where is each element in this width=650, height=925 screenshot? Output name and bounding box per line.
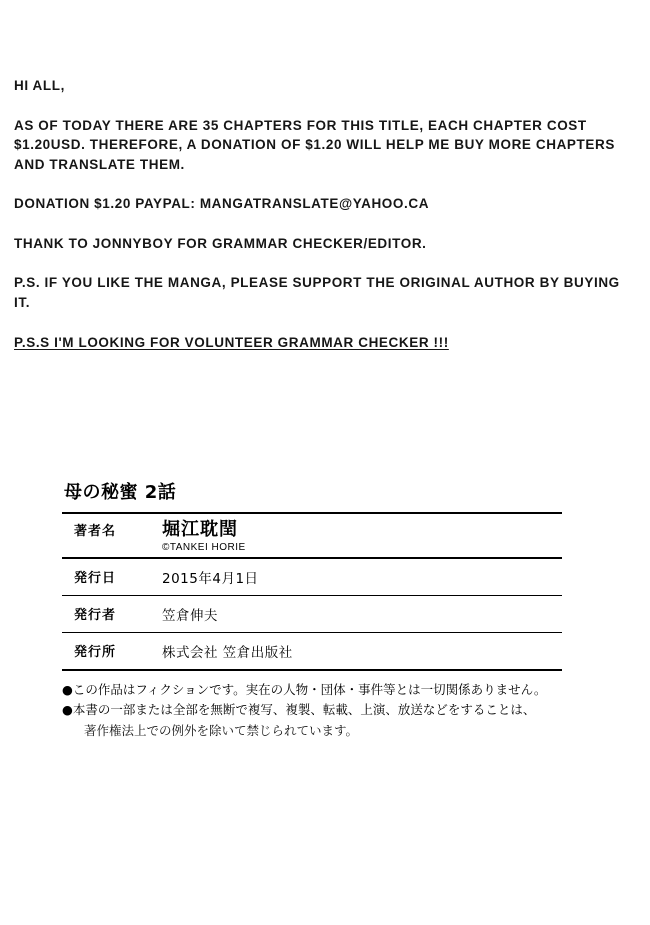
note-paragraph-5: P.S.S I'M LOOKING FOR VOLUNTEER GRAMMAR CHECKER !!! <box>14 334 449 350</box>
colophon-label-pubdate: 発行日 <box>74 570 117 586</box>
disclaimer-text-1: この作品はフィクションです。実在の人物・団体・事件等とは一切関係ありません。 <box>72 681 547 697</box>
colophon-row-house <box>62 633 562 669</box>
bullet-icon-2: ● <box>62 702 73 718</box>
author-name: 堀江耽閏 <box>162 519 238 540</box>
colophon-label-house: 発行所 <box>74 644 117 660</box>
note-paragraph-4: P.S. IF YOU LIKE THE MANGA, PLEASE SUPPORT THE ORIGINAL AUTHOR BY BUYING IT. <box>14 275 620 310</box>
colophon-title: 母の秘蜜 2話 <box>64 482 177 503</box>
note-paragraph-2: DONATION $1.20 PAYPAL: MANGATRANSLATE@YAHOO.CA <box>14 196 430 212</box>
note-paragraph-3: THANK TO JONNYBOY FOR GRAMMAR CHECKER/EDITOR. <box>14 235 427 251</box>
colophon-value-author <box>140 520 246 553</box>
note-paragraph-1: AS OF TODAY THERE ARE 35 CHAPTERS FOR THIS TITLE, EACH CHAPTER COST $1.20USD. THEREFORE, A DONATION OF $1.20 WILL HELP ME BUY MORE CHAPTERS AND TRANSLATE THEM. <box>14 117 615 172</box>
colophon-value-pubdate: 2015年4月1日 <box>162 570 259 587</box>
disclaimer-text-2-continued: 著作権法上での例外を除いて禁じられています。 <box>84 723 359 739</box>
bullet-icon: ● <box>62 681 73 697</box>
colophon-disclaimer <box>62 671 582 741</box>
colophon-label-publisher: 発行者 <box>74 607 117 623</box>
author-name-romanized: ©TANKEI HORIE <box>162 541 246 553</box>
disclaimer-line-1 <box>62 681 582 700</box>
colophon-value-house: 株式会社 笠倉出版社 <box>162 644 293 661</box>
colophon-row-author <box>62 514 562 557</box>
note-greeting: HI ALL, <box>14 78 65 93</box>
disclaimer-text-2: 本書の一部または全部を無断で複写、複製、転載、上演、放送などをすることは、 <box>72 702 536 718</box>
colophon-value-publisher: 笠倉伸夫 <box>162 607 218 624</box>
disclaimer-line-2 <box>62 701 582 720</box>
colophon-row-pubdate <box>62 559 562 595</box>
translator-note <box>14 76 634 372</box>
colophon-block <box>62 478 582 741</box>
colophon-label-author: 著者名 <box>74 524 117 539</box>
colophon-row-publisher <box>62 596 562 632</box>
